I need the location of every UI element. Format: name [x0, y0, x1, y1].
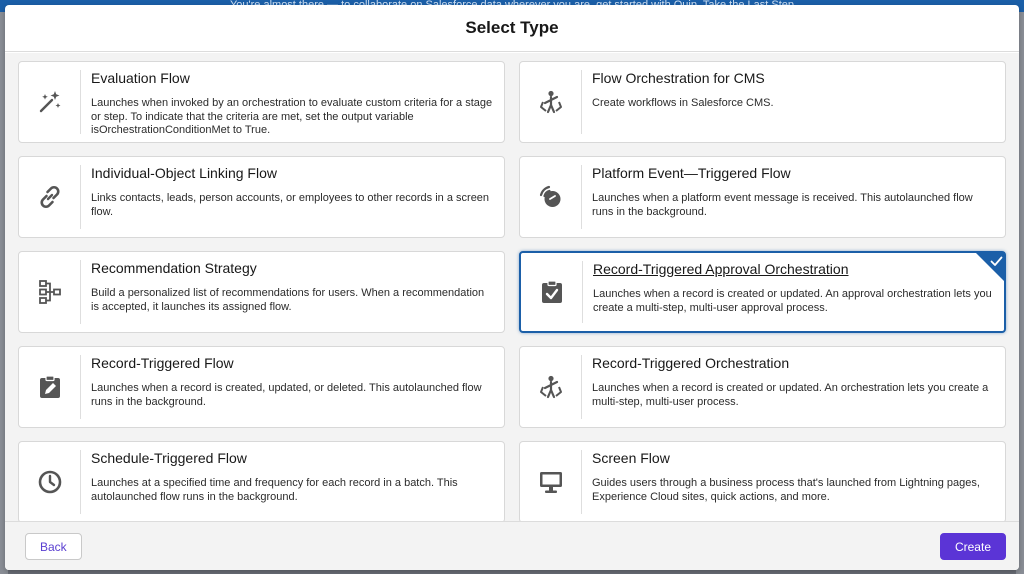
platform-event-icon — [538, 184, 564, 210]
card-description: Launches when a platform event message is received. This autolaunched flow runs in the background. — [592, 192, 973, 218]
selected-indicator — [975, 252, 1005, 282]
flow-type-card-platform-event-triggered-flow[interactable] — [519, 156, 1006, 238]
card-description: Launches when invoked by an orchestration to evaluate custom criteria for a stage or step. To indicate that the criteria are met, set the output variable isOrchestrationConditionMet to True. — [91, 97, 493, 136]
orchestration-icon — [538, 89, 564, 115]
check-icon — [990, 255, 1003, 268]
hierarchy-icon — [37, 279, 63, 305]
flow-type-card-evaluation-flow[interactable] — [18, 61, 505, 143]
flow-type-card-record-triggered-orchestration[interactable] — [519, 346, 1006, 428]
flow-type-card-record-triggered-flow[interactable] — [18, 346, 505, 428]
modal-body — [5, 53, 1019, 521]
card-title: Individual-Object Linking Flow — [91, 165, 277, 181]
flow-type-card-recommendation-strategy[interactable] — [18, 251, 505, 333]
flow-type-card-screen-flow[interactable] — [519, 441, 1006, 521]
monitor-icon — [538, 469, 564, 495]
create-button[interactable]: Create — [940, 533, 1006, 560]
clock-icon — [37, 469, 63, 495]
link-icon — [37, 184, 63, 210]
flow-type-card-schedule-triggered-flow[interactable] — [18, 441, 505, 521]
modal-title: Select Type — [465, 18, 559, 37]
card-description: Launches when a record is created or updated. An approval orchestration lets you create a multi-step, multi-user approval process. — [593, 288, 992, 314]
card-description: Links contacts, leads, person accounts, or employees to other records in a screen flow. — [91, 192, 490, 218]
card-description: Create workflows in Salesforce CMS. — [592, 97, 774, 109]
card-title: Record-Triggered Approval Orchestration — [593, 261, 849, 277]
card-description: Launches when a record is created, updated, or deleted. This autolaunched flow runs in the background. — [91, 382, 482, 408]
card-title: Record-Triggered Orchestration — [592, 355, 790, 371]
orchestration-icon — [538, 374, 564, 400]
card-title: Recommendation Strategy — [91, 260, 257, 276]
clipboard-edit-icon — [37, 374, 63, 400]
modal-footer — [5, 521, 1019, 570]
back-button[interactable]: Back — [25, 533, 82, 560]
flow-type-grid — [18, 61, 1007, 521]
card-title: Screen Flow — [592, 450, 670, 466]
clipboard-check-icon — [539, 279, 565, 305]
card-title: Platform Event—Triggered Flow — [592, 165, 791, 181]
card-title: Record-Triggered Flow — [91, 355, 234, 371]
card-title: Flow Orchestration for CMS — [592, 70, 765, 86]
card-description: Build a personalized list of recommendations for users. When a recommendation is accepted, it launches its assigned flow. — [91, 287, 485, 313]
select-type-modal — [5, 5, 1019, 570]
card-description: Guides users through a business process that's launched from Lightning pages, Experience Cloud sites, quick actions, and more. — [592, 477, 980, 503]
card-title: Evaluation Flow — [91, 70, 190, 86]
card-title: Schedule-Triggered Flow — [91, 450, 247, 466]
flow-type-card-record-triggered-approval-orchestration[interactable] — [519, 251, 1006, 333]
flow-type-card-flow-orchestration-for-cms[interactable] — [519, 61, 1006, 143]
magic-wand-icon — [37, 89, 63, 115]
modal-header — [5, 5, 1019, 52]
card-description: Launches when a record is created or updated. An orchestration lets you create a multi-step, multi-user process. — [592, 382, 989, 408]
card-description: Launches at a specified time and frequency for each record in a batch. This autolaunched flow runs in the background. — [91, 477, 458, 503]
flow-type-card-individual-object-linking-flow[interactable] — [18, 156, 505, 238]
